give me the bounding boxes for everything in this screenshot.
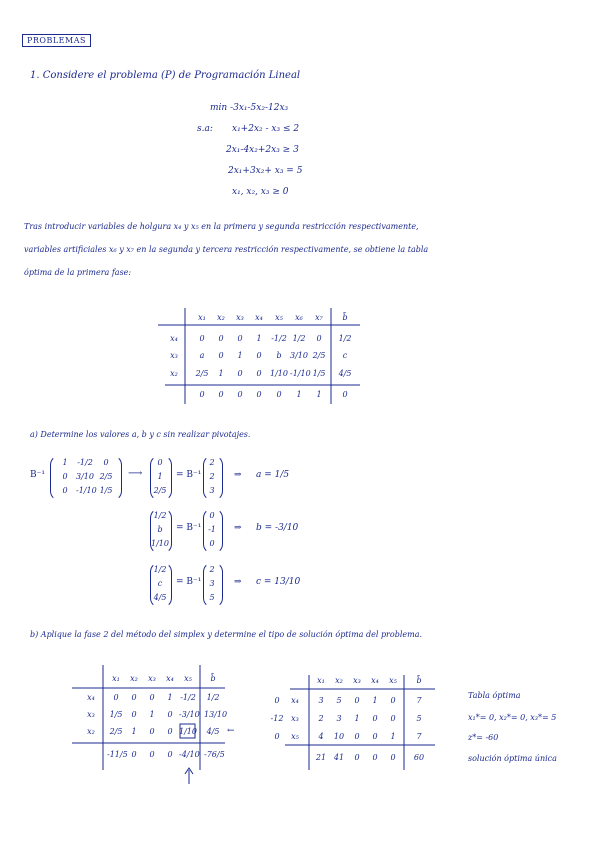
eq2-rhs: -1: [208, 525, 216, 534]
t3-cell: 7: [416, 696, 422, 705]
t1-header: x₃: [236, 313, 244, 322]
t3-basis: x₃: [291, 714, 299, 723]
intro-line-2: variables artificiales x₆ y x₇ en la segunda y tercera restricción respectivamente, se obtiene la tabla: [24, 245, 429, 254]
t1-cell: c: [342, 351, 348, 360]
t2-cell: 1/2: [206, 693, 220, 702]
t1-zrow: 1: [316, 390, 322, 399]
t2-zrow: -76/5: [204, 750, 225, 759]
page-title: PROBLEMAS: [22, 34, 91, 47]
t2-zrow: -4/10: [179, 750, 200, 759]
constraint-prefix: s.a:: [197, 124, 213, 134]
note-optimal-solution: x₁*= 0, x₂*= 0, x₃*= 5: [468, 713, 557, 722]
t2-header: x₁: [112, 674, 120, 683]
eq3-result: c = 13/10: [256, 577, 301, 587]
eq1-equals-binv: = B⁻¹: [176, 470, 202, 480]
t1-cell: 1/2: [292, 334, 306, 343]
t2-header: x₃: [148, 674, 156, 683]
t2-cell: 0: [167, 727, 173, 736]
t1-header: x₄: [255, 313, 263, 322]
eq2-rhs: 0: [209, 511, 215, 520]
t3-cell: 0: [390, 714, 396, 723]
t1-cell: -1/2: [271, 334, 287, 343]
t1-header: x₂: [217, 313, 225, 322]
t3-basis: x₄: [291, 696, 299, 705]
t1-zrow: 0: [276, 390, 282, 399]
t2-basis: x₃: [87, 710, 95, 719]
t3-cell: 0: [372, 732, 378, 741]
t1-cell: 0: [199, 334, 205, 343]
t3-zrow: 41: [333, 753, 345, 762]
eq1-result: a = 1/5: [256, 470, 290, 480]
eq2-implies: ⇒: [234, 523, 242, 533]
eq1-lhs: 0: [157, 458, 163, 467]
t2-pivot-cell: 1/10: [179, 727, 197, 736]
t2-header: x₂: [130, 674, 138, 683]
binv-cell: 0: [62, 486, 68, 495]
t1-header: b̄: [342, 313, 348, 322]
constraint-3: 2x₁+3x₂+ x₃ = 5: [228, 166, 303, 176]
t1-header: x₆: [295, 313, 303, 322]
t3-zrow: 0: [354, 753, 360, 762]
t3-header: x₄: [371, 676, 379, 685]
t2-cell: 0: [113, 693, 119, 702]
t3-cost: 0: [274, 732, 280, 741]
objective-function: min -3x₁-5x₂-12x₃: [210, 103, 289, 113]
t1-cell: a: [199, 351, 205, 360]
t1-header: x₁: [198, 313, 206, 322]
t3-zrow: 21: [315, 753, 327, 762]
t3-cell: 10: [333, 732, 345, 741]
t3-cell: 0: [354, 732, 360, 741]
nonnegativity: x₁, x₂, x₃ ≥ 0: [232, 187, 289, 197]
t1-basis: x₄: [170, 334, 178, 343]
t3-cell: 4: [318, 732, 324, 741]
t2-cell: 0: [149, 727, 155, 736]
eq3-lhs: 4/5: [153, 593, 167, 602]
t2-cell: 0: [131, 710, 137, 719]
t3-header: x₁: [317, 676, 325, 685]
t1-cell: 0: [256, 351, 262, 360]
t1-cell: 1/2: [338, 334, 352, 343]
t1-cell: 2/5: [312, 351, 326, 360]
t3-zrow: 0: [372, 753, 378, 762]
t2-header: x₅: [184, 674, 192, 683]
eq1-implies: ⇒: [234, 470, 242, 480]
t1-cell: 2/5: [195, 369, 209, 378]
t3-cell: 7: [416, 732, 422, 741]
t1-zrow: 0: [199, 390, 205, 399]
binv-symbol: B⁻¹: [30, 470, 45, 480]
t1-cell: 0: [237, 334, 243, 343]
part-a-label: a) Determine los valores a, b y c sin realizar pivotajes.: [30, 430, 251, 439]
t3-cell: 2: [318, 714, 324, 723]
t2-cell: -1/2: [180, 693, 196, 702]
binv-cell: -1/10: [76, 486, 97, 495]
t1-zrow: 0: [218, 390, 224, 399]
t1-cell: 0: [218, 334, 224, 343]
t3-cost: -12: [270, 714, 284, 723]
t1-cell: 0: [237, 369, 243, 378]
t3-cell: 3: [318, 696, 324, 705]
eq2-lhs: b: [157, 525, 163, 534]
constraint-2: 2x₁-4x₂+2x₃ ≥ 3: [226, 145, 299, 155]
t2-zrow: 0: [131, 750, 137, 759]
eq3-implies: ⇒: [234, 577, 242, 587]
binv-cell: 0: [62, 472, 68, 481]
t3-cell: 1: [390, 732, 396, 741]
eq3-lhs: 1/2: [153, 565, 167, 574]
t3-cell: 0: [354, 696, 360, 705]
binv-cell: 1: [62, 458, 68, 467]
t1-cell: 3/10: [290, 351, 308, 360]
t1-cell: 1: [218, 369, 224, 378]
t2-cell: 0: [131, 693, 137, 702]
eq1-lhs: 2/5: [153, 486, 167, 495]
t2-basis: x₂: [87, 727, 95, 736]
t1-cell: -1/10: [290, 369, 311, 378]
t2-cell: 2/5: [109, 727, 123, 736]
t1-cell: 0: [256, 369, 262, 378]
eq3-rhs: 2: [209, 565, 215, 574]
t1-cell: 0: [218, 351, 224, 360]
t1-zrow: 1: [296, 390, 302, 399]
t1-header: x₇: [315, 313, 323, 322]
t2-zrow: -11/5: [107, 750, 128, 759]
t3-cell: 5: [416, 714, 422, 723]
t2-header: b̄: [210, 674, 216, 683]
eq3-equals-binv: = B⁻¹: [176, 577, 202, 587]
t1-zrow: 0: [256, 390, 262, 399]
eq3-rhs: 5: [209, 593, 215, 602]
t3-cell: 0: [390, 696, 396, 705]
t1-cell: b: [276, 351, 282, 360]
t2-cell: 1: [167, 693, 173, 702]
t3-cell: 0: [372, 714, 378, 723]
eq1-rhs: 3: [209, 486, 215, 495]
t1-cell: 1: [256, 334, 262, 343]
implies-arrow: ⟶: [128, 468, 143, 479]
t2-zrow: 0: [167, 750, 173, 759]
t2-cell: 1: [149, 710, 155, 719]
binv-cell: 1/5: [99, 486, 113, 495]
intro-line-3: óptima de la primera fase:: [24, 268, 132, 277]
eq2-lhs: 1/10: [151, 539, 169, 548]
t3-header: b̄: [416, 676, 422, 685]
t3-cell: 1: [372, 696, 378, 705]
t3-cell: 1: [354, 714, 360, 723]
t2-cell: 0: [167, 710, 173, 719]
t3-basis: x₅: [291, 732, 299, 741]
t3-cell: 5: [336, 696, 342, 705]
t2-cell: 4/5: [206, 727, 220, 736]
note-optimal-value: z*= -60: [468, 733, 499, 742]
t3-zrow: 60: [413, 753, 425, 762]
t1-header: x₅: [275, 313, 283, 322]
intro-line-1: Tras introducir variables de holgura x₄ y x₅ en la primera y segunda restricción respectivamente,: [24, 222, 419, 231]
t2-basis: x₄: [87, 693, 95, 702]
t2-cell: 13/10: [204, 710, 228, 719]
t1-cell: 1: [237, 351, 243, 360]
t3-cell: 3: [336, 714, 342, 723]
t2-zrow: 0: [149, 750, 155, 759]
eq2-result: b = -3/10: [256, 523, 299, 533]
eq2-lhs: 1/2: [153, 511, 167, 520]
t1-zrow: 0: [237, 390, 243, 399]
eq1-lhs: 1: [157, 472, 163, 481]
t2-cell: 1: [131, 727, 137, 736]
t3-zrow: 0: [390, 753, 396, 762]
eq2-rhs: 0: [209, 539, 215, 548]
t3-header: x₅: [389, 676, 397, 685]
eq2-equals-binv: = B⁻¹: [176, 523, 202, 533]
eq3-lhs: c: [157, 579, 163, 588]
eq1-rhs: 2: [209, 472, 215, 481]
note-optimal-table: Tabla óptima: [468, 691, 521, 700]
t1-cell: 1/10: [270, 369, 288, 378]
eq3-rhs: 3: [209, 579, 215, 588]
binv-cell: 0: [103, 458, 109, 467]
t1-cell: 1/5: [312, 369, 326, 378]
binv-cell: 2/5: [99, 472, 113, 481]
t2-cell: 1/5: [109, 710, 123, 719]
t1-zrow: 0: [342, 390, 348, 399]
t2-cell: 0: [149, 693, 155, 702]
leaving-row-arrow: ←: [227, 726, 235, 736]
eq1-rhs: 2: [209, 458, 215, 467]
t2-header: x₄: [166, 674, 174, 683]
binv-cell: -1/2: [77, 458, 93, 467]
t3-header: x₂: [335, 676, 343, 685]
t1-basis: x₃: [170, 351, 178, 360]
t3-cost: 0: [274, 696, 280, 705]
constraint-1: x₁+2x₂ - x₃ ≤ 2: [232, 124, 300, 134]
t1-cell: 0: [316, 334, 322, 343]
part-b-label: b) Aplique la fase 2 del método del simplex y determine el tipo de solución óptima del problema.: [30, 630, 423, 639]
t2-cell: -3/10: [179, 710, 200, 719]
t3-header: x₃: [353, 676, 361, 685]
t1-cell: 4/5: [338, 369, 352, 378]
problem-statement: 1. Considere el problema (P) de Programación Lineal: [30, 70, 301, 81]
note-solution-type: solución óptima única: [468, 754, 557, 763]
t1-basis: x₂: [170, 369, 178, 378]
binv-cell: 3/10: [76, 472, 94, 481]
